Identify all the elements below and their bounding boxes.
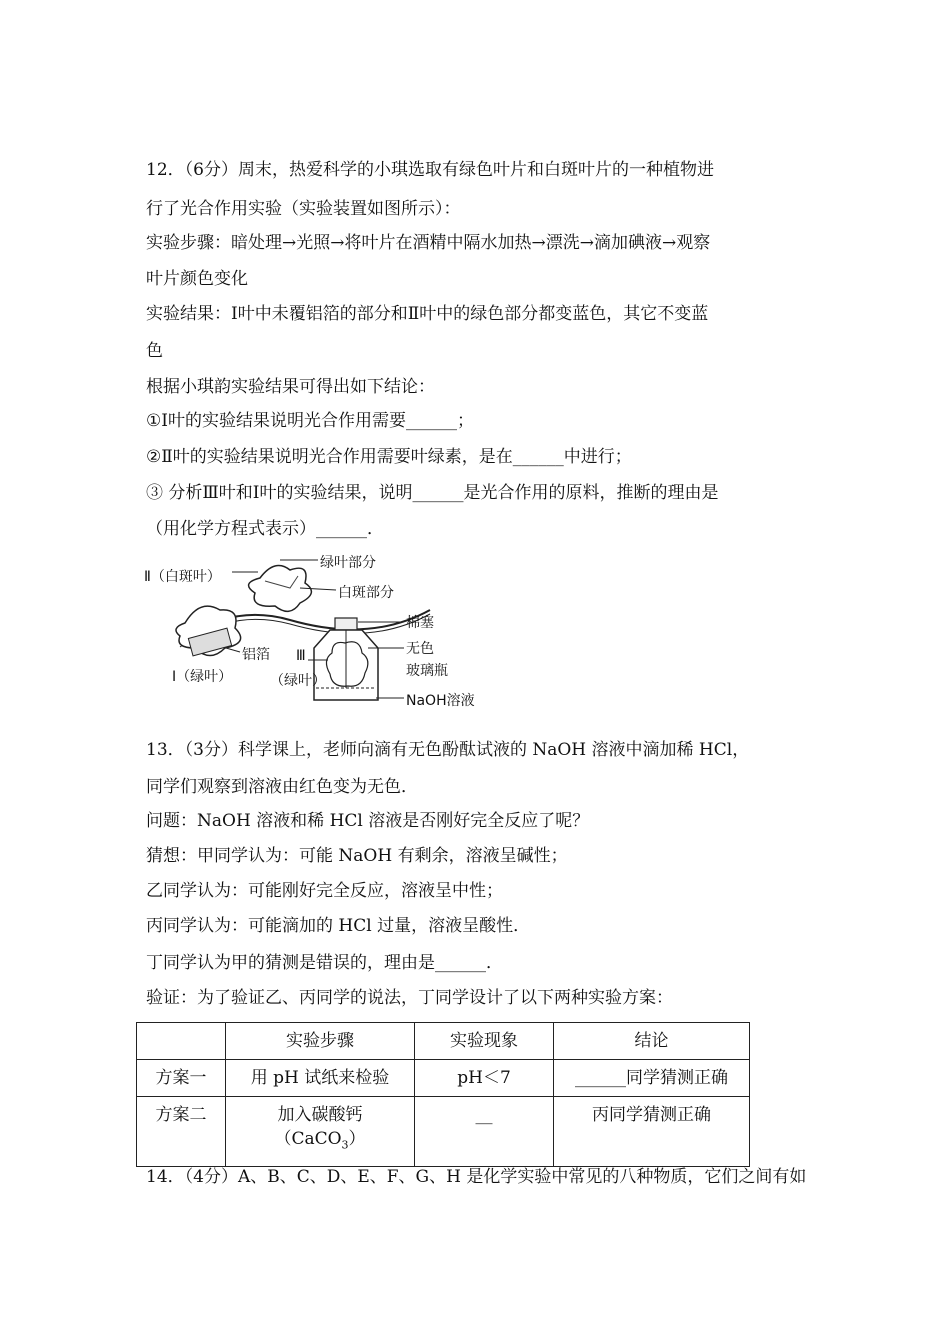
table-header-cell bbox=[137, 1023, 226, 1060]
table-cell: ______同学猜测正确 bbox=[554, 1060, 750, 1097]
q12-line11: （用化学方程式表示）______． bbox=[146, 519, 384, 539]
label-foil: 铝箔 bbox=[242, 647, 270, 663]
q12-line1: 12．（6分）周末，热爱科学的小琪选取有绿色叶片和白斑叶片的一种植物进 bbox=[146, 160, 714, 180]
table-cell-step bbox=[226, 1097, 415, 1167]
q14-line1: 14．（4分）A、B、C、D、E、F、G、H 是化学实验中常见的八种物质，它们之间有如 bbox=[146, 1167, 807, 1187]
table-cell: 用 pH 试纸来检验 bbox=[226, 1060, 415, 1097]
label-leaf-ii: Ⅱ（白斑叶） bbox=[144, 569, 221, 585]
table-row bbox=[137, 1060, 750, 1097]
q12-line7: 根据小琪韵实验结果可得出如下结论： bbox=[146, 377, 435, 397]
table-header-cell: 结论 bbox=[554, 1023, 750, 1060]
label-bottle: 玻璃瓶 bbox=[406, 663, 448, 679]
q12-line5: 实验结果：Ⅰ叶中未覆铝箔的部分和Ⅱ叶中的绿色部分都变蓝色，其它不变蓝 bbox=[146, 304, 709, 324]
label-naoh: NaOH溶液 bbox=[406, 693, 475, 709]
caco3-text: （CaCO bbox=[274, 1129, 342, 1149]
table-cell: __ bbox=[415, 1097, 554, 1167]
q12-line2: 行了光合作用实验（实验装置如图所示）： bbox=[146, 199, 461, 219]
label-leaf-iii: Ⅲ bbox=[296, 648, 306, 664]
table-cell: pH＜7 bbox=[415, 1060, 554, 1097]
experiment-plan-table bbox=[136, 1022, 750, 1167]
table-row bbox=[137, 1097, 750, 1167]
q13-line2: 同学们观察到溶液由红色变为无色． bbox=[146, 777, 418, 797]
q12-line8: ①Ⅰ叶的实验结果说明光合作用需要______； bbox=[146, 411, 474, 431]
q12-line4: 叶片颜色变化 bbox=[146, 269, 248, 289]
caco3-close: ） bbox=[348, 1129, 366, 1149]
step-line-a: 加入碳酸钙 bbox=[277, 1105, 363, 1125]
caco3-subscript: 3 bbox=[341, 1138, 349, 1152]
q13-line6: 丙同学认为：可能滴加的 HCl 过量，溶液呈酸性． bbox=[146, 916, 531, 936]
q12-line9: ②Ⅱ叶的实验结果说明光合作用需要叶绿素，是在______中进行； bbox=[146, 447, 632, 467]
label-white-part: 白斑部分 bbox=[338, 585, 394, 601]
q12-line10: ③ 分析Ⅲ叶和Ⅰ叶的实验结果，说明______是光合作用的原料，推断的理由是 bbox=[146, 483, 719, 503]
table-header-cell: 实验步骤 bbox=[226, 1023, 415, 1060]
label-leaf-i: Ⅰ（绿叶） bbox=[172, 669, 233, 685]
table-cell: 丙同学猜测正确 bbox=[554, 1097, 750, 1167]
q13-line4: 猜想：甲同学认为：可能 NaOH 有剩余，溶液呈碱性； bbox=[146, 846, 568, 866]
q13-line1: 13．（3分）科学课上，老师向滴有无色酚酞试液的 NaOH 溶液中滴加稀 HCl， bbox=[146, 740, 750, 760]
q13-line7: 丁同学认为甲的猜测是错误的，理由是______． bbox=[146, 953, 503, 973]
table-header-cell: 实验现象 bbox=[415, 1023, 554, 1060]
label-colorless: 无色 bbox=[406, 641, 434, 657]
table-cell: 方案二 bbox=[137, 1097, 226, 1167]
step-line-b bbox=[230, 1127, 410, 1157]
q12-line6: 色 bbox=[146, 341, 163, 361]
q12-line3: 实验步骤：暗处理→光照→将叶片在酒精中隔水加热→漂洗→滴加碘液→观察 bbox=[146, 233, 711, 253]
q13-line3: 问题：NaOH 溶液和稀 HCl 溶液是否刚好完全反应了呢？ bbox=[146, 811, 590, 831]
table-header-row bbox=[137, 1023, 750, 1060]
label-cotton: 棉塞 bbox=[406, 615, 434, 631]
label-green-part: 绿叶部分 bbox=[320, 555, 376, 571]
label-green-leaf: （绿叶） bbox=[270, 673, 326, 689]
q13-line5: 乙同学认为：可能刚好完全反应，溶液呈中性； bbox=[146, 881, 503, 901]
q13-line8: 验证：为了验证乙、丙同学的说法，丁同学设计了以下两种实验方案： bbox=[146, 988, 673, 1008]
table-cell: 方案一 bbox=[137, 1060, 226, 1097]
experiment-figure bbox=[140, 548, 500, 718]
